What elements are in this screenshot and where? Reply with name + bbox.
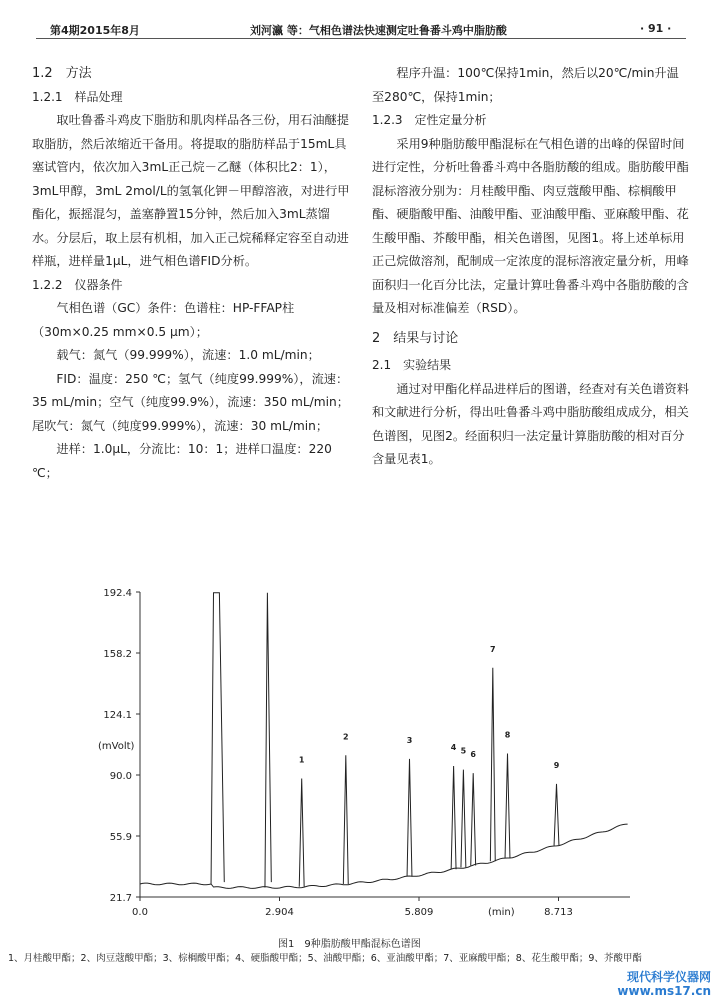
peak-label-5: 5 [460,746,467,756]
site-watermark [617,970,711,998]
peak-1 [299,779,304,887]
x-tick-label: 2.904 [265,907,294,918]
peak-label-8: 8 [504,730,511,740]
subsection-heading: 1.2.1 样品处理 [32,89,123,104]
peak-3 [407,759,412,877]
peak-label-7: 7 [490,644,496,654]
header-rule [36,38,686,39]
page-number: · 91 · [640,22,672,35]
y-tick-label: 55.9 [109,832,132,843]
peak-7 [490,668,495,862]
watermark-line-1: 现代科学仪器网 [626,970,711,984]
peak-6 [471,773,476,865]
subsection-heading: 1.2.3 定性定量分析 [372,113,487,127]
y-tick-label: 21.7 [109,893,132,904]
x-axis-label: (min) [488,907,515,918]
left-column [32,62,350,485]
peak-8 [505,754,510,858]
paragraph: 取吐鲁番斗鸡皮下脂肪和肌肉样品各三份，用石油醚提取脂肪，然后浓缩近干备用。将提取的脂肪样品于15mL具塞试管内，依次加入3mL正己烷－乙醚（体积比2：1），3mL甲醇，3mL 2mol/L的氢氧化钾－甲醇溶液，对进行甲酯化，振摇混匀，盖塞静置15分钟，然后加入3mL蒸馏水。分层后，取上层有机相，加入正己烷稀释定容至自动进样瓶，进样量1μL，进气相色谱FID分析。 [32,113,350,268]
figure-caption: 图1 9种脂肪酸甲酯混标色谱图 [278,939,421,950]
section-heading: 1.2 方法 [32,66,92,81]
subsection-heading: 2.1 实验结果 [372,358,452,372]
journal-issue: 第4期2015年8月 [50,24,140,37]
peak-label-6: 6 [470,750,476,760]
y-tick-label: 124.1 [103,710,132,721]
right-column [372,62,690,472]
paragraph: 气相色谱（GC）条件：色谱柱：HP-FFAP柱（30m×0.25 mm×0.5 μm）； [32,301,295,339]
peak-4 [451,766,456,869]
x-tick-label: 5.809 [404,907,434,918]
paragraph: 载气：氮气（99.999%），流速：1.0 mL/min； [56,348,320,362]
x-tick-label: 8.713 [544,907,573,918]
peak-label-9: 9 [553,760,560,770]
peak-label-3: 3 [406,735,413,745]
paragraph: 进样：1.0μL，分流比：10：1；进样口温度：220 ℃； [32,442,332,480]
paragraph: 采用9种脂肪酸甲酯混标在气相色谱的出峰的保留时间进行定性，分析吐鲁番斗鸡中各脂肪酸的组成。脂肪酸甲酯混标溶液分别为：月桂酸甲酯、肉豆蔻酸甲酯、棕榈酸甲酯、硬脂酸甲酯、油酸甲酯、亚油酸甲酯、亚麻酸甲酯、花生酸甲酯、芥酸甲酯，相关色谱图，见图1。将上述单标用正己烷做溶剂，配制成一定浓度的混标溶液定量分析，用峰面积归一化百分比法，定量计算吐鲁番斗鸡中各脂肪酸的含量及相对标准偏差（RSD）。 [372,136,689,315]
y-axis-label: (mVolt) [98,741,135,752]
peak-label-2: 2 [343,732,349,742]
paragraph: 通过对甲酯化样品进样后的图谱，经查对有关色谱资料和文献进行分析，得出吐鲁番斗鸡中脂肪酸组成成分，相关色谱图，见图2。经面积归一法定量计算脂肪酸的相对百分含量见表1。 [372,381,689,466]
y-tick-label: 192.4 [103,588,132,599]
x-tick-label: 0.0 [132,907,148,918]
peak-5 [461,770,466,868]
solvent-peak [265,593,271,888]
y-tick-label: 158.2 [103,649,132,660]
peak-label-4: 4 [450,743,457,753]
peak-9 [554,784,559,846]
watermark-line-2: www.ms17.cn [617,984,711,998]
figure-legend: 1、月桂酸甲酯；2、肉豆蔻酸甲酯；3、棕榈酸甲酯；4、硬脂酸甲酯；5、油酸甲酯；6、亚油酸甲酯；7、亚麻酸甲酯；8、花生酸甲酯；9、芥酸甲酯 [8,953,642,964]
paragraph: FID：温度：250 ℃；氢气（纯度99.999%），流速：35 mL/min；空气（纯度99.9%），流速：350 mL/min；尾吹气：氮气（纯度99.999%），流速：30 mL/min； [32,371,349,433]
running-title: 刘河瀛 等：气相色谱法快速测定吐鲁番斗鸡中脂肪酸 [250,24,507,37]
peak-2 [343,755,348,884]
paragraph: 程序升温：100℃保持1min，然后以20℃/min升温至280℃，保持1min； [372,66,679,104]
y-tick-label: 90.0 [109,771,132,782]
peak-label-1: 1 [298,755,305,765]
chromatogram-chart [0,575,719,935]
subsection-heading: 1.2.2 仪器条件 [32,277,123,292]
solvent-peak [211,593,224,884]
section-heading: 2 结果与讨论 [372,330,459,346]
